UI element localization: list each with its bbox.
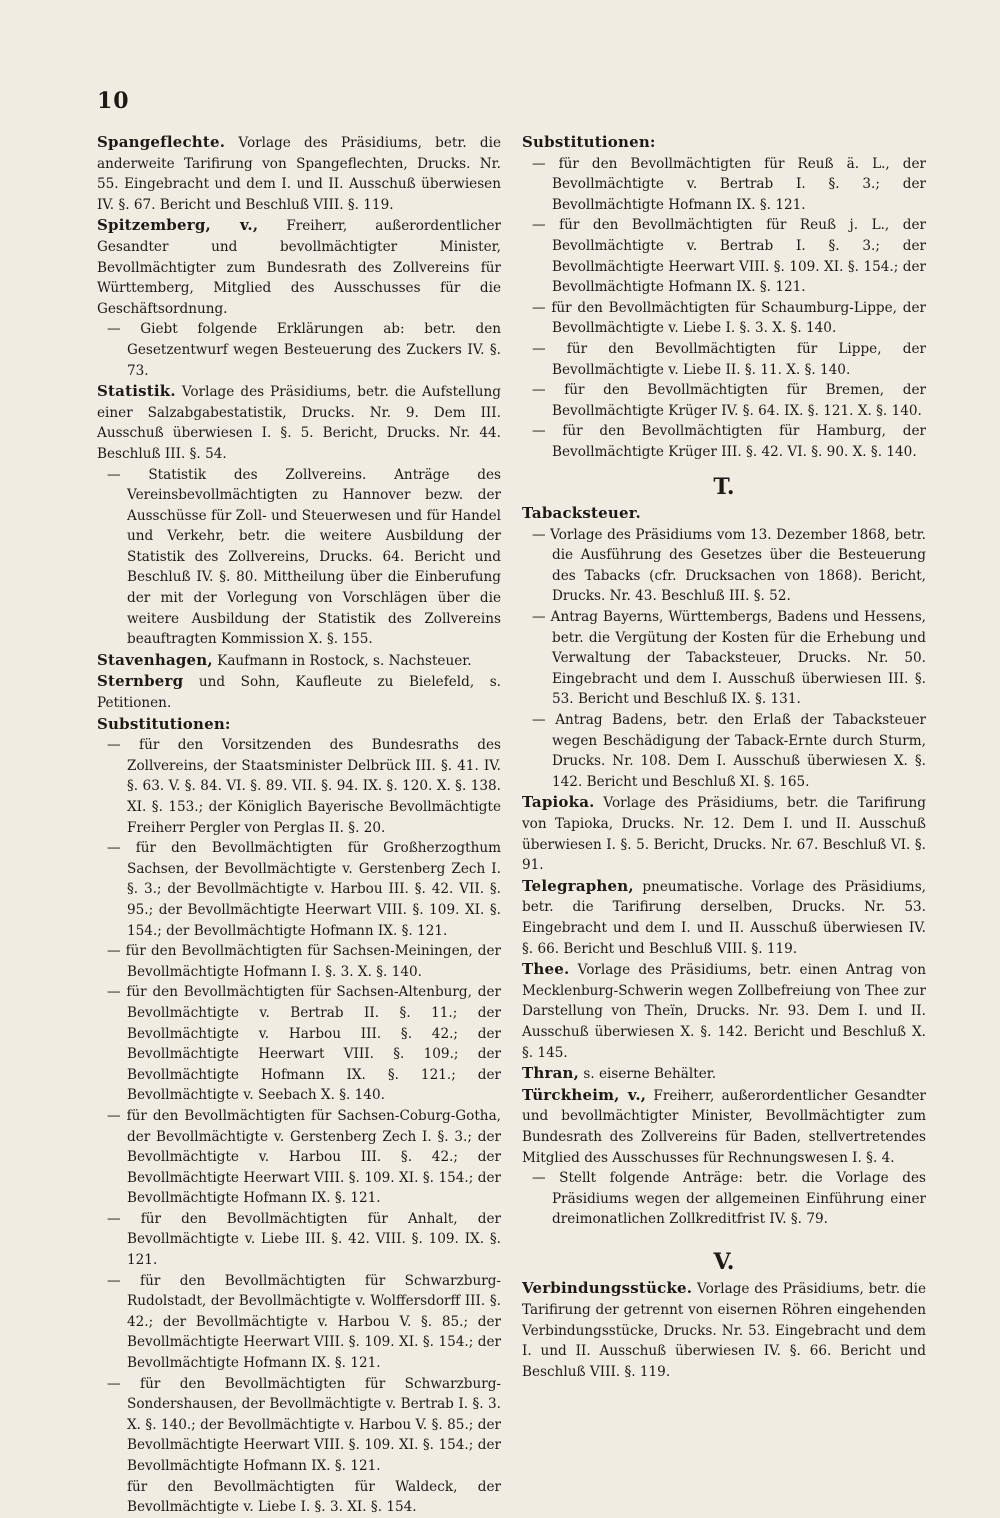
- entry-subitem: — für den Bevollmächtigten für Sachsen-Meiningen, der Bevollmächtigte Hofmann I. §. 3. X. §. 140.: [107, 943, 501, 980]
- page-number: 10: [97, 88, 130, 114]
- section-letter-v: V.: [713, 1248, 735, 1275]
- index-entry: [97, 132, 501, 215]
- entry-headword: Stavenhagen,: [97, 650, 213, 669]
- entry-subitem: — für den Bevollmächtigten für Bremen, der Bevollmächtigte Krüger IV. §. 64. IX. §. 121. X. §. 140.: [532, 382, 926, 419]
- entry-subitem: — Antrag Badens, betr. den Erlaß der Tabacksteuer wegen Beschädigung der Taback-Ernte durch Sturm, Drucks. Nr. 108. Dem I. Ausschuß überwiesen X. §. 142. Bericht und Beschluß XI. §. 165.: [532, 712, 926, 790]
- entry-headword: Tabacksteuer.: [522, 504, 641, 523]
- entry-subitem: — für den Bevollmächtigten für Sachsen-Coburg-Gotha, der Bevollmächtigte v. Gerstenberg Zech I. §. 3.; der Bevollmächtigte v. Harbou III. §. 42.; der Bevollmächtigte Heerwart VIII. §. 109. XI. §. 154.; der Bevollmächtigte Hofmann IX. §. 121.: [107, 1107, 501, 1207]
- entry-text: Kaufmann in Rostock, s. Nachsteuer.: [217, 652, 472, 669]
- entry-headword: Thran,: [522, 1064, 580, 1083]
- entry-text: Vorlage des Präsidiums, betr. einen Antrag von Mecklenburg-Schwerin wegen Zollbefreiung von Thee zur Darstellung von Theïn, Drucks. Nr. 93. Dem I. und II. Ausschuß überwiesen X. §. 142. Bericht und Beschluß X. §. 145.: [522, 962, 926, 1061]
- right-column: [522, 132, 926, 1382]
- entry-text: Freiherr, außerordentlicher Gesandter und bevollmächtigter Minister, Bevollmächtigter zum Bundesrath des Zollvereins für Baden, stellvertretendes Mitglied des Ausschusses für Rechnungswesen I. §. 4.: [522, 1087, 926, 1166]
- entry-subitem: — für den Bevollmächtigten für Schwarzburg-Sondershausen, der Bevollmächtigte v. Bertrab I. §. 3. X. §. 140.; der Bevollmächtigte v. Harbou V. §. 85.; der Bevollmächtigte Heerwart VIII. §. 109. XI. §. 154.; der Bevollmächtigte Hofmann IX. §. 121.: [107, 1375, 501, 1474]
- index-entry: [522, 1063, 926, 1085]
- section-letter-t: T.: [713, 473, 735, 500]
- entry-text: Freiherr, außerordentlicher Gesandter und bevollmächtigter Minister, Bevollmächtigter zum Bundesrath des Zollvereins für Württemberg, Mitglied des Ausschusses für die Geschäftsordnung.: [97, 218, 501, 317]
- entry-headword: Sternberg: [97, 672, 184, 691]
- index-entry: [97, 650, 501, 672]
- entry-subitem: für den Bevollmächtigten für Waldeck, der Bevollmächtigte v. Liebe I. §. 3. XI. §. 154.: [127, 1478, 501, 1516]
- index-entry: [522, 132, 926, 463]
- entry-headword: Spangeflechte.: [97, 133, 226, 151]
- entry-subitem: — für den Vorsitzenden des Bundesraths des Zollvereins, der Staatsminister Delbrück III. §. 41. IV. §. 63. V. §. 84. VI. §. 89. VII. §. 94. IX. §. 120. X. §. 138. XI. §. 153.; der Königlich Bayerische Bevollmächtigte Freiherr Pergler von Perglas II. §. 20.: [107, 737, 501, 836]
- entry-headword: Verbindungsstücke.: [522, 1279, 693, 1298]
- entry-headword: Türckheim, v.,: [522, 1085, 647, 1104]
- entry-subitem: — für den Bevollmächtigten für Schaumburg-Lippe, der Bevollmächtigte v. Liebe I. §. 3. X. §. 140.: [532, 299, 926, 337]
- entry-headword: Spitzemberg, v.,: [97, 216, 259, 235]
- entry-text: Vorlage des Präsidiums, betr. die Tarifirung der getrennt von eisernen Röhren eingehenden Verbindungsstücke, Drucks. Nr. 53. Eingebracht und dem I. und II. Ausschuß überwiesen IV. §. 66. Bericht und Beschluß VIII. §. 119.: [522, 1281, 926, 1380]
- entry-subitem: — Antrag Bayerns, Württembergs, Badens und Hessens, betr. die Vergütung der Kosten für die Erhebung und Verwaltung der Tabacksteuer, Drucks. Nr. 50. Eingebracht und dem I. Ausschuß überwiesen III. §. 53. Bericht und Beschluß IX. §. 131.: [532, 609, 926, 708]
- entry-headword: Substitutionen:: [97, 714, 231, 733]
- index-entry: [97, 671, 501, 713]
- entry-subitem: — Giebt folgende Erklärungen ab: betr. den Gesetzentwurf wegen Besteuerung des Zuckers IV. §. 73.: [107, 321, 501, 379]
- entry-subitem: — für den Bevollmächtigten für Sachsen-Altenburg, der Bevollmächtigte v. Bertrab II. §. 11.; der Bevollmächtigte v. Harbou III. §. 42.; der Bevollmächtigte Heerwart VIII. §. 109.; der Bevollmächtigte Hofmann IX. §. 121.; der Bevollmächtigte v. Seebach X. §. 140.: [107, 984, 501, 1104]
- entry-subitem: — für den Bevollmächtigten für Lippe, der Bevollmächtigte v. Liebe II. §. 11. X. §. 140.: [532, 340, 926, 378]
- index-entry: [522, 1278, 926, 1382]
- entry-subitem: — für den Bevollmächtigten für Anhalt, der Bevollmächtigte v. Liebe III. §. 42. VIII. §. 109. IX. §. 121.: [107, 1210, 501, 1269]
- index-entry: [522, 876, 926, 959]
- entry-subitem: — Statistik des Zollvereins. Anträge des Vereinsbevollmächtigten zu Hannover bezw. der Ausschüsse für Zoll- und Steuerwesen und für Handel und Verkehr, betr. die weitere Ausbildung der Statistik des Zollvereins, Drucks. 64. Bericht und Beschluß IV. §. 80. Mittheilung über die Einberufung der mit der Vorlegung von Vorschlägen über die weitere Ausbildung der Statistik des Zollvereins beauftragten Kommission X. §. 155.: [107, 466, 501, 648]
- entry-headword: Telegraphen,: [522, 876, 634, 895]
- entry-subitem: — Vorlage des Präsidiums vom 13. Dezember 1868, betr. die Ausführung des Gesetzes über die Besteuerung des Tabacks (cfr. Drucksachen von 1868). Bericht, Drucks. Nr. 43. Beschluß III. §. 52.: [532, 526, 926, 605]
- index-entry: [522, 503, 926, 792]
- entry-headword: Tapioka.: [522, 793, 595, 812]
- index-entry: [522, 1085, 926, 1230]
- entry-subitem: — Stellt folgende Anträge: betr. die Vorlage des Präsidiums wegen der allgemeinen Einführung einer dreimonatlichen Zollkreditfrist IV. §. 79.: [532, 1170, 926, 1228]
- left-column: [97, 132, 501, 1518]
- entry-text: Vorlage des Präsidiums, betr. die Aufstellung einer Salzabgabestatistik, Drucks. Nr. 9. Dem III. Ausschuß überwiesen I. §. 5. Bericht, Drucks. Nr. 44. Beschluß III. §. 54.: [97, 384, 501, 462]
- entry-text: und Sohn, Kaufleute zu Bielefeld, s. Petitionen.: [97, 674, 502, 712]
- entry-subitem: — für den Bevollmächtigten für Großherzogthum Sachsen, der Bevollmächtigte v. Gerstenberg Zech I. §. 3.; der Bevollmächtigte v. Harbou III. §. 42. VII. §. 95.; der Bevollmächtigte Heerwart VIII. §. 109. XI. §. 154.; der Bevollmächtigte Hofmann IX. §. 121.: [107, 840, 501, 939]
- entry-text: Vorlage des Präsidiums, betr. die anderweite Tarifirung von Spangeflechten, Drucks. Nr. 55. Eingebracht und dem I. und II. Ausschuß überwiesen IV. §. 67. Bericht und Beschluß VIII. §. 119.: [97, 135, 501, 213]
- entry-subitem: — für den Bevollmächtigten für Reuß j. L., der Bevollmächtigte v. Bertrab I. §. 3.; der Bevollmächtigte Heerwart VIII. §. 109. XI. §. 154.; der Bevollmächtigte Hofmann IX. §. 121.: [532, 217, 926, 296]
- index-entry: [522, 959, 926, 1063]
- entry-headword: Substitutionen:: [522, 133, 656, 151]
- entry-headword: Thee.: [522, 960, 570, 979]
- entry-text: Vorlage des Präsidiums, betr. die Tarifirung von Tapioka, Drucks. Nr. 12. Dem I. und II. Ausschuß überwiesen I. §. 5. Bericht, Drucks. Nr. 67. Beschluß VI. §. 91.: [522, 795, 926, 874]
- entry-text: pneumatische. Vorlage des Präsidiums, betr. die Tarifirung derselben, Drucks. Nr. 53. Eingebracht und dem I. und II. Ausschuß überwiesen IV. §. 66. Bericht und Beschluß VIII. §. 119.: [522, 878, 926, 957]
- index-entry: [522, 792, 926, 875]
- index-entry: [97, 714, 501, 1518]
- entry-subitem: — für den Bevollmächtigten für Hamburg, der Bevollmächtigte Krüger III. §. 42. VI. §. 90. X. §. 140.: [532, 423, 926, 460]
- entry-text: s. eiserne Behälter.: [583, 1066, 717, 1083]
- index-entry: [97, 215, 501, 381]
- entry-headword: Statistik.: [97, 382, 176, 401]
- entry-subitem: — für den Bevollmächtigten für Reuß ä. L., der Bevollmächtigte v. Bertrab I. §. 3.; der Bevollmächtigte Hofmann IX. §. 121.: [532, 155, 926, 213]
- index-entry: [97, 381, 501, 650]
- entry-subitem: — für den Bevollmächtigten für Schwarzburg-Rudolstadt, der Bevollmächtigte v. Wolffersdorff III. §. 42.; der Bevollmächtigte v. Harbou V. §. 85.; der Bevollmächtigte Heerwart VIII. §. 109. XI. §. 154.; der Bevollmächtigte Hofmann IX. §. 121.: [107, 1272, 501, 1372]
